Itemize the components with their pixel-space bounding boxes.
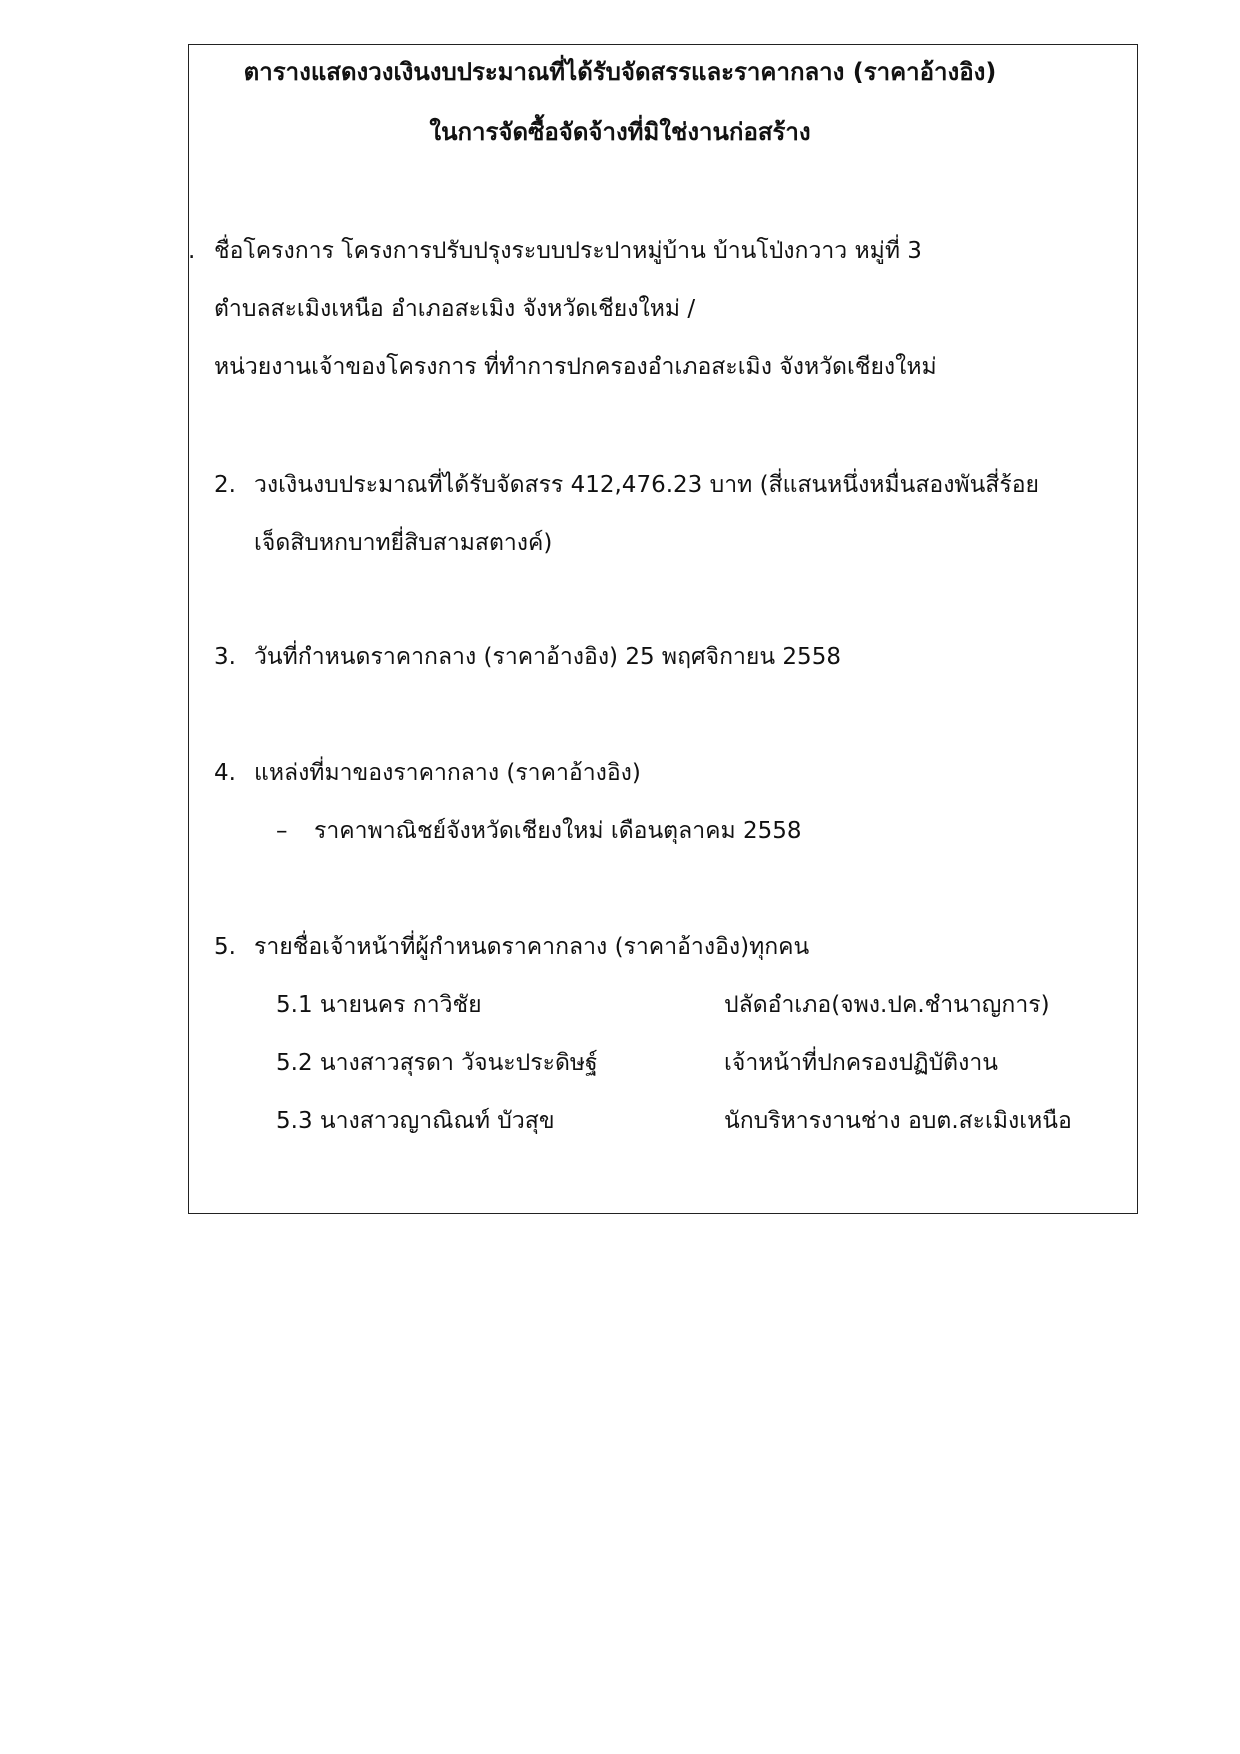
official-position: ปลัดอำเภอ(จพง.ปค.ชำนาญการ) — [724, 992, 1050, 1018]
section-1-marker: . — [188, 238, 196, 264]
price-source-item: ราคาพาณิชย์จังหวัดเชียงใหม่ เดือนตุลาคม 2558 — [314, 818, 802, 844]
title-line-2: ในการจัดซื้อจัดจ้างที่มิใช่งานก่อสร้าง — [429, 118, 811, 146]
official-name: 5.2 นางสาวสุรดา วัจนะประดิษฐ์ — [276, 1050, 598, 1076]
officials-heading: รายชื่อเจ้าหน้าที่ผู้กำหนดราคากลาง (ราคาอ้างอิง)ทุกคน — [254, 934, 810, 960]
project-name: ชื่อโครงการ โครงการปรับปรุงระบบประปาหมู่บ้าน บ้านโป่งกวาว หมู่ที่ 3 — [214, 238, 922, 264]
price-source-heading: แหล่งที่มาของราคากลาง (ราคาอ้างอิง) — [254, 760, 641, 786]
official-name: 5.3 นางสาวญาณิณท์ บัวสุข — [276, 1108, 555, 1134]
project-owner: หน่วยงานเจ้าของโครงการ ที่ทำการปกครองอำเภอสะเมิง จังหวัดเชียงใหม่ — [214, 354, 937, 380]
title-line-1: ตารางแสดงวงเงินงบประมาณที่ได้รับจัดสรรและราคากลาง (ราคาอ้างอิง) — [243, 58, 997, 86]
official-name: 5.1 นายนคร กาวิชัย — [276, 992, 482, 1018]
document-frame — [188, 44, 1138, 1214]
section-2-number: 2. — [214, 472, 236, 498]
reference-date: วันที่กำหนดราคากลาง (ราคาอ้างอิง) 25 พฤศจิกายน 2558 — [254, 644, 841, 670]
official-position: เจ้าหน้าที่ปกครองปฏิบัติงาน — [724, 1050, 998, 1076]
budget-line-2: เจ็ดสิบหกบาทยี่สิบสามสตางค์) — [254, 530, 553, 556]
official-position: นักบริหารงานช่าง อบต.สะเมิงเหนือ — [724, 1108, 1072, 1134]
budget-line-1: วงเงินงบประมาณที่ได้รับจัดสรร 412,476.23 บาท (สี่แสนหนึ่งหมื่นสองพันสี่ร้อย — [254, 472, 1039, 498]
section-4-number: 4. — [214, 760, 236, 786]
section-5-number: 5. — [214, 934, 236, 960]
project-location: ตำบลสะเมิงเหนือ อำเภอสะเมิง จังหวัดเชียงใหม่ / — [214, 296, 696, 322]
section-3-number: 3. — [214, 644, 236, 670]
price-source-bullet: – — [276, 818, 288, 844]
